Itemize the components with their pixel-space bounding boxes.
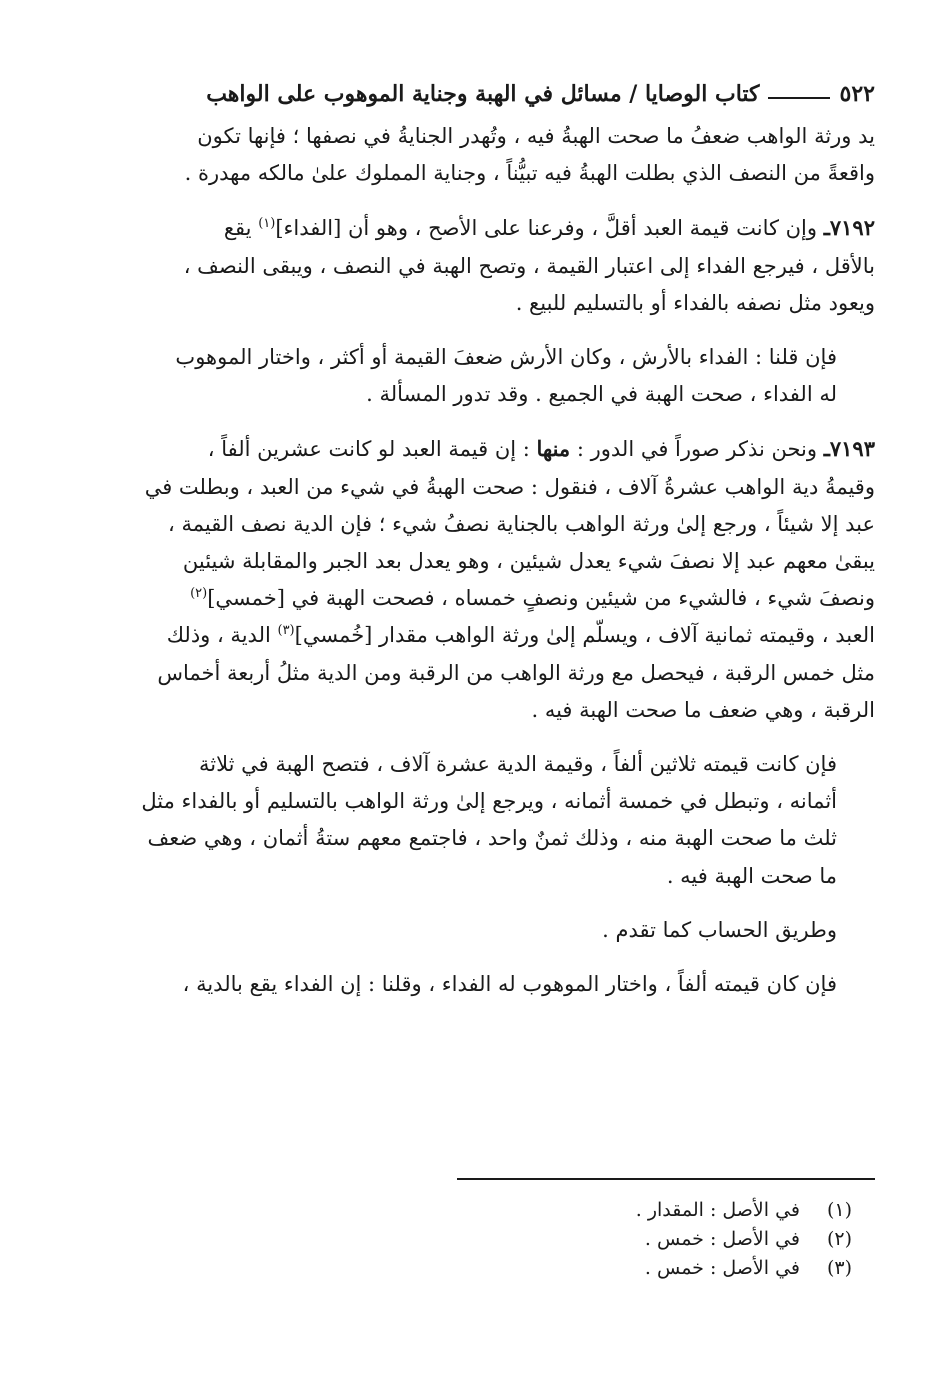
text-line: ويعود مثل نصفه بالفداء أو بالتسليم للبيع .	[515, 290, 875, 315]
footnotes	[636, 1196, 852, 1283]
paragraph-number: ٧١٩٣ـ	[823, 436, 875, 462]
text-line: فإن كان قيمته ألفاً ، واختار الموهوب له الفداء ، وقلنا : إن الفداء يقع بالدية ،	[182, 972, 837, 997]
text-line: يبقىٰ معهم عبد إلا نصفَ شيء يعدل شيئين ، وهو يعدل بعد الجبر والمقابلة شيئين	[182, 549, 875, 574]
text-line: ما صحت الهبة فيه .	[666, 863, 837, 888]
footnote-text: في الأصل : خمس .	[644, 1257, 800, 1279]
text-segment: وإن كانت قيمة العبد أقلَّ ، وفرعنا على الأصح ، وهو أن [الفداء]	[275, 216, 824, 241]
text-line: مثل خمس الرقبة ، فيحصل مع ورثة الواهب من الرقبة ومن الدية مثلُ أربعة أخماس	[157, 660, 875, 685]
footnote-2	[636, 1225, 852, 1254]
page-header	[77, 76, 875, 112]
page-number: ٥٢٢	[839, 81, 875, 107]
footnote-3	[636, 1254, 852, 1283]
text-line: بالأقل ، فيرجع الفداء إلى اعتبار القيمة ، وتصح الهبة في النصف ، ويبقى النصف ،	[183, 253, 875, 278]
footnote-number: (١)	[826, 1199, 852, 1221]
paragraph-3	[77, 339, 875, 413]
text-line: عبد إلا شيئاً ، ورجع إلىٰ ورثة الواهب بالجناية نصفُ شيء ؛ فإن الدية نصف القيمة ،	[168, 511, 875, 536]
text-segment: يقع	[223, 216, 259, 241]
footnote-ref-3: (٣)	[277, 623, 295, 639]
text-segment: ونحن نذكر صوراً في الدور :	[570, 437, 824, 462]
paragraph-7192	[77, 209, 875, 322]
main-text	[77, 118, 875, 1003]
text-line: فإن كانت قيمته ثلاثين ألفاً ، وقيمة الدية عشرة آلاف ، فتصح الهبة في ثلاثة	[198, 752, 837, 777]
footnote-text: في الأصل : خمس .	[644, 1228, 800, 1250]
header-rule	[768, 97, 830, 99]
footnote-separator	[457, 1178, 875, 1180]
footnote-ref-2: (٢)	[190, 586, 208, 602]
footnote-number: (٣)	[826, 1257, 852, 1279]
footnote-1	[636, 1196, 852, 1225]
paragraph-6	[77, 912, 875, 949]
text-line: يد ورثة الواهب ضعفُ ما صحت الهبةُ فيه ، وتُهدر الجنايةُ في نصفها ؛ فإنها تكون	[197, 124, 875, 148]
bold-word: منها	[536, 436, 571, 462]
paragraph-1	[77, 118, 875, 192]
text-segment: العبد ، وقيمته ثمانية آلاف ، ويسلّم إلىٰ ورثة الواهب مقدار [خُمسي]	[294, 623, 875, 648]
text-line: أثمانه ، وتبطل في خمسة أثمانه ، ويرجع إلىٰ ورثة الواهب بالتسليم أو بالفداء مثل	[141, 789, 837, 814]
paragraph-7193	[77, 430, 875, 729]
text-line: له الفداء ، صحت الهبة في الجميع . وقد تدور المسألة .	[366, 382, 837, 407]
text-line: واقعةً من النصف الذي بطلت الهبةُ فيه تبيُّناً ، وجناية المملوك علىٰ مالكه مهدرة .	[184, 161, 875, 186]
text-segment: ونصفَ شيء ، فالشيء من شيئين ونصفٍ خمساه ، فصحت الهبة في [خمسي]	[207, 586, 875, 611]
paragraph-7	[77, 966, 875, 1003]
footnote-number: (٢)	[826, 1228, 852, 1250]
text-line: فإن قلنا : الفداء بالأرش ، وكان الأرش ضعفَ القيمة أو أكثر ، واختار الموهوب	[175, 345, 837, 370]
running-title: كتاب الوصايا / مسائل في الهبة وجناية الموهوب على الواهب	[206, 81, 760, 107]
footnote-text: في الأصل : المقدار .	[635, 1199, 800, 1221]
text-line: ثلث ما صحت الهبة منه ، وذلك ثمنٌ واحد ، فاجتمع معهم ستةُ أثمان ، وهي ضعف	[147, 826, 837, 851]
text-line: وطريق الحساب كما تقدم .	[602, 917, 837, 942]
text-line: الرقبة ، وهي ضعف ما صحت الهبة فيه .	[531, 697, 875, 722]
text-segment: : إن قيمة العبد لو كانت عشرين ألفاً ،	[207, 437, 537, 462]
paragraph-number: ٧١٩٢ـ	[823, 215, 875, 241]
text-line: وقيمةُ دية الواهب عشرةُ آلاف ، فنقول : صحت الهبةُ في شيء من العبد ، وبطلت في	[144, 474, 875, 499]
text-segment: الدية ، وذلك	[166, 623, 278, 648]
footnote-ref-1: (١)	[258, 216, 276, 232]
paragraph-5	[77, 746, 875, 895]
